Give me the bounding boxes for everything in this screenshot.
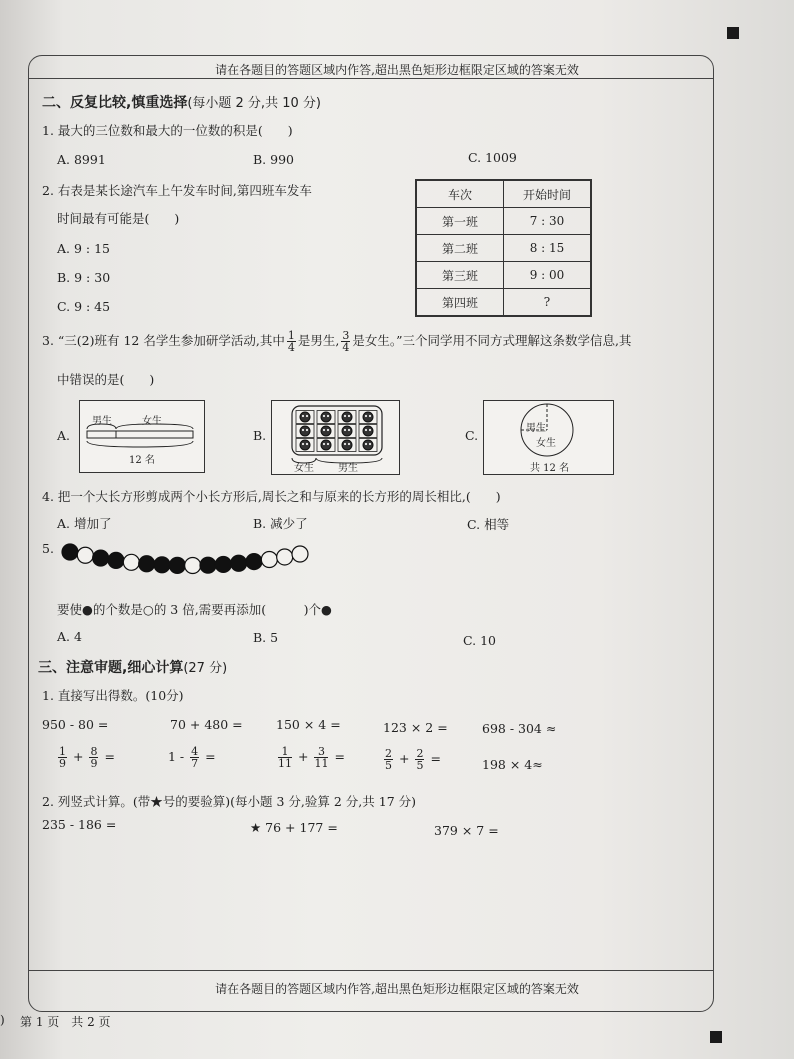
calc-fraction-item xyxy=(56,746,115,769)
q2-text-line1: 2. 右表是某长途汽车上午发车时间,第四班车发车 xyxy=(42,183,312,198)
numerator: 2 xyxy=(416,747,424,760)
q1-text: 1. 最大的三位数和最大的一位数的积是( ) xyxy=(42,123,293,138)
q3-text-part: 是女生。”三个同学用不同方式理解这条数学信息,其 xyxy=(352,333,632,348)
black-bead xyxy=(154,557,170,573)
section2-title-text: 二、反复比较,慎重选择 xyxy=(42,95,188,111)
denominator: 11 xyxy=(278,757,292,770)
fraction xyxy=(278,746,292,769)
calc-q2-title: 2. 列竖式计算。(带★号的要验算)(每小题 3 分,验算 2 分,共 17 分) xyxy=(42,794,417,809)
section2-title xyxy=(42,92,321,112)
calc-item: 198 × 4≈ xyxy=(482,757,543,772)
q4-option-a: A. 增加了 xyxy=(57,516,112,531)
table-row xyxy=(416,208,591,235)
q3-option-b-figure xyxy=(271,400,400,475)
operator: + xyxy=(398,751,410,766)
table-row xyxy=(416,289,591,317)
q3-text-line2: 中错误的是( ) xyxy=(57,372,155,387)
student-face-icon xyxy=(317,425,335,438)
student-face-icon xyxy=(359,439,377,452)
equals: = xyxy=(205,749,216,764)
q3-a-girl-label: 女生 xyxy=(142,416,162,427)
table-header: 开始时间 xyxy=(504,180,592,208)
calc-item: 150 × 4 = xyxy=(276,717,341,732)
q2-text-line2: 时间最有可能是( ) xyxy=(57,211,180,226)
student-face-icon xyxy=(359,411,377,424)
q1-option-c: C. 1009 xyxy=(468,150,517,165)
q5-number: 5. xyxy=(42,541,54,556)
denominator: 11 xyxy=(314,757,329,770)
white-bead xyxy=(292,546,308,562)
student-face-icon xyxy=(338,425,356,438)
q3-option-c-label: C. xyxy=(465,428,479,443)
student-face-icon xyxy=(296,425,314,438)
fraction xyxy=(341,330,350,353)
table-cell: 8 : 15 xyxy=(504,235,592,262)
calc-q1-title: 1. 直接写出得数。(10分) xyxy=(42,688,184,703)
denominator: 4 xyxy=(342,341,350,354)
denominator: 4 xyxy=(287,341,295,354)
fraction xyxy=(89,746,98,769)
white-bead xyxy=(277,549,293,565)
table-cell: 第二班 xyxy=(416,235,504,262)
equals: = xyxy=(430,751,441,766)
divider xyxy=(28,78,714,79)
calc-item: 698 - 304 ≈ xyxy=(482,721,557,736)
numerator: 1 xyxy=(278,746,292,758)
fraction xyxy=(415,748,424,771)
numerator: 1 xyxy=(287,329,295,342)
table-cell: 9 : 00 xyxy=(504,262,592,289)
numerator: 8 xyxy=(90,745,98,758)
denominator: 5 xyxy=(385,759,392,772)
operator: + xyxy=(297,749,309,764)
table-cell: 第一班 xyxy=(416,208,504,235)
table-cell: 第四班 xyxy=(416,289,504,317)
q5-option-a: A. 4 xyxy=(57,629,82,644)
q3-a-total-label: 12 名 xyxy=(129,455,155,466)
table-header-row xyxy=(416,180,591,208)
white-bead xyxy=(123,554,139,570)
calc-fraction-item xyxy=(382,748,441,771)
student-face-icon xyxy=(296,411,314,424)
fraction xyxy=(287,330,296,353)
q4-text: 4. 把一个大长方形剪成两个小长方形后,周长之和与原来的长方形的周长相比,( ) xyxy=(42,489,501,504)
table-cell: 7 : 30 xyxy=(504,208,592,235)
vertical-calc-item: 379 × 7 = xyxy=(434,823,499,838)
table-row xyxy=(416,262,591,289)
equals: = xyxy=(334,749,345,764)
q4-option-c: C. 相等 xyxy=(467,517,510,532)
table-row xyxy=(416,235,591,262)
q3-option-c-figure xyxy=(483,400,614,475)
fraction xyxy=(190,746,199,769)
section3-title-text: 三、注意审题,细心计算 xyxy=(38,660,184,676)
student-face-icon xyxy=(359,425,377,438)
q3-c-boy-label: 男生 xyxy=(526,423,546,434)
vertical-calc-item: 235 - 186 = xyxy=(42,817,117,832)
numerator: 3 xyxy=(314,746,328,758)
denominator: 9 xyxy=(59,757,66,770)
grid-faces-diagram xyxy=(272,401,399,474)
white-bead xyxy=(77,547,93,563)
q3-option-a-figure xyxy=(79,400,205,473)
table-cell: 第三班 xyxy=(416,262,504,289)
fraction xyxy=(314,746,328,769)
q3-text-part: 是男生, xyxy=(297,333,340,348)
q1-option-a: A. 8991 xyxy=(57,152,106,167)
q3-c-girl-label: 女生 xyxy=(536,438,556,449)
white-bead xyxy=(185,558,201,574)
registration-mark xyxy=(727,27,739,39)
q2-option-b: B. 9 : 30 xyxy=(57,270,111,285)
table-cell: ? xyxy=(504,289,592,317)
q3-a-boy-label: 男生 xyxy=(92,416,112,427)
numerator: 3 xyxy=(342,329,350,342)
student-face-icon xyxy=(338,411,356,424)
footer-fragment: ) xyxy=(0,1013,5,1027)
q4-option-b: B. 减少了 xyxy=(253,516,308,531)
black-bead xyxy=(62,544,78,560)
denominator: 7 xyxy=(191,757,199,770)
q5-option-b: B. 5 xyxy=(253,630,279,645)
black-bead xyxy=(169,557,185,573)
q3-c-total-label: 共 12 名 xyxy=(530,463,570,474)
black-bead xyxy=(139,556,155,572)
numerator: 2 xyxy=(385,747,392,760)
numerator: 1 xyxy=(59,745,66,758)
notice-bottom: 请在各题目的答题区域内作答,超出黑色矩形边框限定区域的答案无效 xyxy=(215,982,579,996)
q3-option-b-label: B. xyxy=(253,428,267,443)
black-bead xyxy=(93,550,109,566)
q3-text-line1 xyxy=(42,330,631,353)
student-face-icon xyxy=(317,411,335,424)
q3-b-boy-label: 男生 xyxy=(338,463,358,474)
q5-option-c: C. 10 xyxy=(463,633,496,648)
student-face-icon xyxy=(317,439,335,452)
student-face-icon xyxy=(338,439,356,452)
bus-schedule-table xyxy=(415,179,592,317)
denominator: 5 xyxy=(416,759,424,772)
equals: = xyxy=(104,749,115,764)
calc-fraction-item xyxy=(168,746,216,769)
section3-score: (27 分) xyxy=(183,661,228,676)
denominator: 9 xyxy=(90,757,98,770)
q2-option-c: C. 9 : 45 xyxy=(57,299,111,314)
table-header: 车次 xyxy=(416,180,504,208)
black-bead xyxy=(108,552,124,568)
calc-fraction-item xyxy=(276,746,345,769)
divider xyxy=(28,970,714,971)
calc-item: 70 + 480 = xyxy=(170,717,243,732)
notice-top: 请在各题目的答题区域内作答,超出黑色矩形边框限定区域的答案无效 xyxy=(215,63,579,77)
bead-string xyxy=(58,540,318,582)
calc-item: 950 - 80 = xyxy=(42,717,109,732)
student-face-icon xyxy=(296,439,314,452)
fraction xyxy=(58,746,67,769)
fraction xyxy=(384,748,393,771)
black-bead xyxy=(231,555,247,571)
white-bead xyxy=(261,552,277,568)
section2-score: (每小题 2 分,共 10 分) xyxy=(187,96,321,111)
calc-item: 123 × 2 = xyxy=(383,720,448,735)
q5-text xyxy=(57,600,332,618)
q1-option-b: B. 990 xyxy=(253,152,294,167)
q3-option-a-label: A. xyxy=(57,428,71,443)
vertical-calc-item: ★ 76 + 177 = xyxy=(250,820,338,835)
q5-text-part: 要使●的个数是○的 3 倍,需要再添加( )个 xyxy=(57,602,321,617)
operator: + xyxy=(72,749,84,764)
q3-b-girl-label: 女生 xyxy=(294,463,314,474)
q3-text-part: 3. “三(2)班有 12 名学生参加研学活动,其中 xyxy=(42,333,285,348)
numerator: 4 xyxy=(191,745,199,758)
page-number: 第 1 页 共 2 页 xyxy=(20,1015,111,1029)
section3-title xyxy=(38,657,227,677)
q2-option-a: A. 9 : 15 xyxy=(57,241,110,256)
black-bead xyxy=(246,554,262,570)
black-bead-symbol: ● xyxy=(320,602,332,617)
operand: 1 - xyxy=(168,749,185,764)
registration-mark xyxy=(710,1031,722,1043)
black-bead xyxy=(200,557,216,573)
black-bead xyxy=(215,556,231,572)
